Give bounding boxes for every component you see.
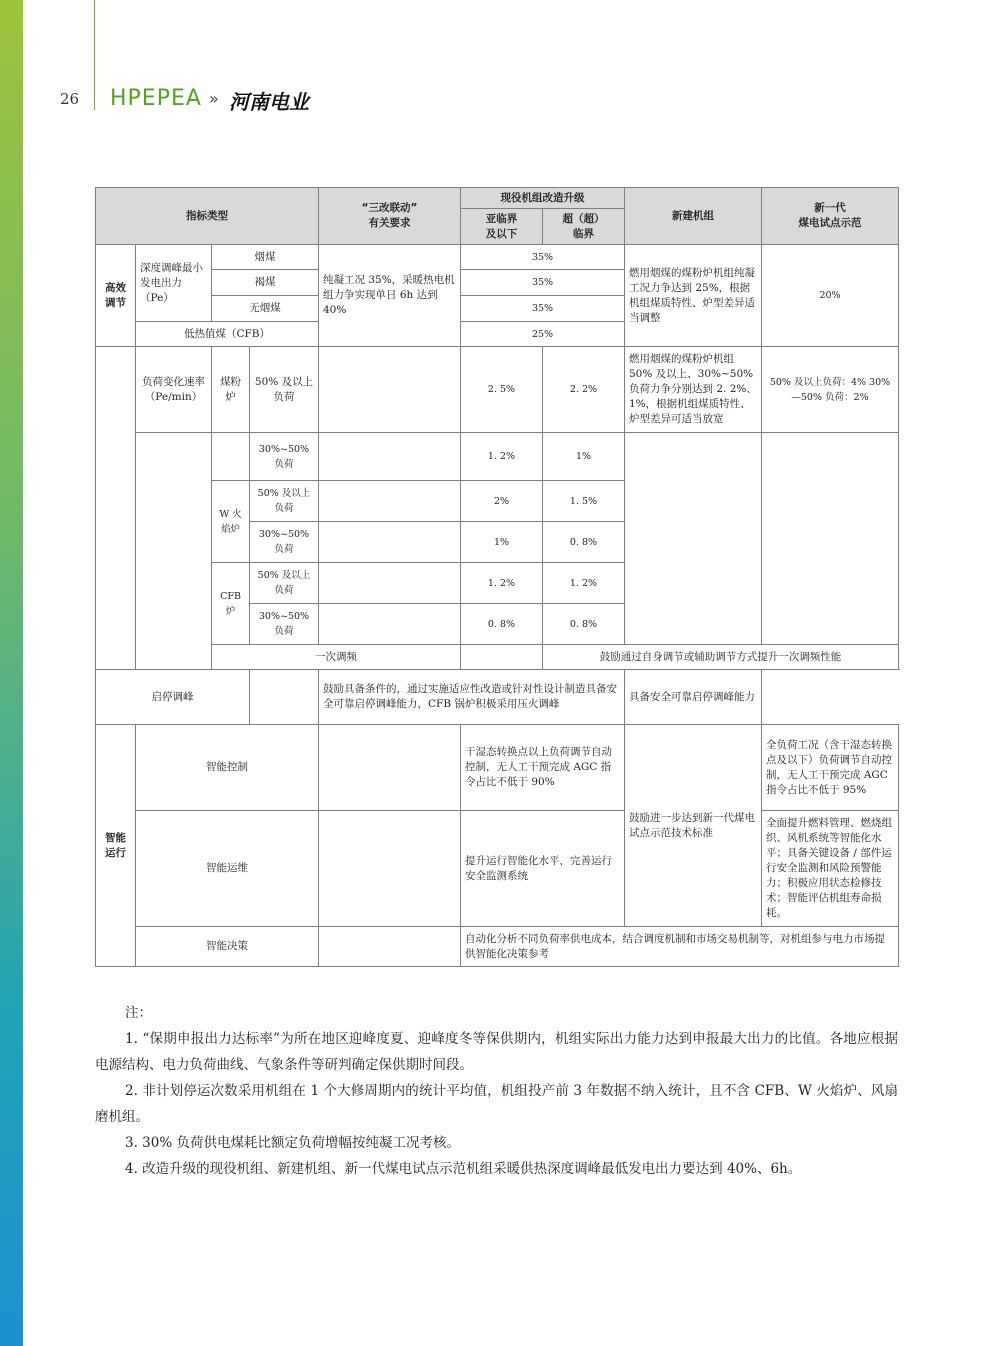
cfb-30-sub: 0. 8% [461, 604, 543, 645]
start-stop-three-reform [250, 670, 319, 725]
boiler-demo-empty [762, 433, 899, 645]
pc-50-super: 2. 2% [543, 347, 625, 433]
value-anthracite: 35% [461, 296, 625, 322]
deep-peak-new-units: 燃用烟煤的煤粉炉机组纯凝工况力争达到 25%，根据机组煤质特性、炉型差异适当调整 [625, 245, 762, 347]
w-30-three-reform [319, 522, 461, 563]
indicator-table [95, 187, 899, 967]
load-rate-three-reform [319, 347, 461, 433]
logo-chinese-text: 河南电业 [229, 90, 309, 114]
w-load-50: 50% 及以上负荷 [250, 481, 319, 522]
notes-title: 注： [125, 1005, 152, 1021]
value-lignite: 35% [461, 270, 625, 296]
w-load-30: 30%~50% 负荷 [250, 522, 319, 563]
smart-om-three-reform [319, 811, 461, 927]
header-subcritical-line1: 亚临界 [485, 212, 518, 225]
coal-anthracite: 无烟煤 [212, 296, 319, 322]
load-rate-demo: 50% 及以上负荷：4% 30%—50% 负荷：2% [762, 347, 899, 433]
start-stop-demo: 具备安全可靠启停调峰能力 [625, 670, 762, 725]
smart-om-label: 智能运维 [136, 811, 319, 927]
smart-om-demo: 全面提升燃料管理、燃烧组织、风机系统等智能化水平；具备关键设备 / 部件运行安全监测和风险预警能力；积极应用状态检修技术；智能评估机组寿命损耗。 [762, 811, 899, 927]
pc-boiler: 煤粉炉 [212, 347, 250, 433]
load-rate-label: 负荷变化速率（Pe/min） [136, 347, 212, 433]
load-rate-new-units: 燃用烟煤的煤粉炉机组 50% 及以上、30%~50% 负荷力争分别达到 2. 2%、1%，根据机组煤质特性、炉型差异可适当放宽 [625, 347, 762, 433]
deep-peak-three-reform: 纯凝工况 35%，采暖热电机组力争实现单日 6h 达到 40% [319, 245, 461, 347]
w-50-super: 1. 5% [543, 481, 625, 522]
pc-30-super: 1% [543, 433, 625, 481]
start-stop-req: 鼓励具备条件的，通过实施适应性改造或针对性设计制造具备安全可靠启停调峰能力，CFB 锅炉积极采用压火调峰 [319, 670, 625, 725]
pc-load-30: 30%~50% 负荷 [250, 433, 319, 481]
coal-low-heat: 低热值煤（CFB） [136, 322, 319, 347]
cfb-30-super: 0. 8% [543, 604, 625, 645]
group-smart-line2: 运行 [105, 846, 126, 859]
pc-load-50: 50% 及以上负荷 [250, 347, 319, 433]
coal-bituminous: 烟煤 [212, 245, 319, 270]
w-50-sub: 2% [461, 481, 543, 522]
header-demo [762, 188, 899, 245]
cfb-load-30: 30%~50% 负荷 [250, 604, 319, 645]
group-efficient-line1: 高效 [105, 281, 126, 294]
header-supercritical-line2: 临界 [573, 227, 594, 240]
smart-control-demo: 全负荷工况（含干湿态转换点及以下）负荷调节自动控制，无人工干预完成 AGC 指令占比不低于 95% [762, 725, 899, 811]
cfb-50-sub: 1. 2% [461, 563, 543, 604]
group-smart [96, 725, 136, 967]
smart-decision-label: 智能决策 [136, 927, 319, 967]
pc-30-sub: 1. 2% [461, 433, 543, 481]
deep-peak-label: 深度调峰最小发电出力（Pe） [136, 245, 212, 322]
coal-lignite: 褐煤 [212, 270, 319, 296]
primary-freq-three-reform [461, 645, 543, 670]
page-number: 26 [60, 90, 80, 108]
header-new-units: 新建机组 [625, 188, 762, 245]
header-three-reform-line2: 有关要求 [368, 217, 411, 229]
note-item-3: 3. 30% 负荷供电煤耗比额定负荷增幅按纯凝工况考核。 [125, 1135, 460, 1151]
header-supercritical-line1: 超（超） [562, 212, 605, 225]
logo-latin-text: HPEPEA [110, 86, 202, 111]
header-subcritical-line2: 及以下 [485, 227, 518, 240]
cfb-load-50: 50% 及以上负荷 [250, 563, 319, 604]
cfb-30-three-reform [319, 604, 461, 645]
deep-peak-demo: 20% [762, 245, 899, 347]
pc-boiler-cont [212, 433, 250, 481]
primary-freq-label: 一次调频 [212, 645, 461, 670]
cfb-50-super: 1. 2% [543, 563, 625, 604]
header-subcritical [461, 209, 543, 245]
note-item-2: 2. 非计划停运次数采用机组在 1 个大修周期内的统计平均值，机组投产前 3 年数据不纳入统计，且不含 CFB、W 火焰炉、风扇磨机组。 [95, 1083, 898, 1125]
header-demo-line2: 煤电试点示范 [798, 217, 862, 229]
header-three-reform [319, 188, 461, 245]
w-boiler: W 火焰炉 [212, 481, 250, 563]
pc-30-three-reform [319, 433, 461, 481]
boiler-new-units-empty [625, 433, 762, 645]
note-item-1: 1. “保期申报出力达标率”为所在地区迎峰度夏、迎峰度冬等保供期内，机组实际出力能力达到申报最大出力的比值。各地应根据电源结构、电力负荷曲线、气象条件等研判确定保供期时间段。 [95, 1031, 898, 1073]
w-50-three-reform [319, 481, 461, 522]
cfb-50-three-reform [319, 563, 461, 604]
header-demo-line1: 新一代 [814, 202, 846, 214]
smart-control-req: 干湿态转换点以上负荷调节自动控制，无人工干预完成 AGC 指令占比不低于 90% [461, 725, 625, 811]
primary-freq-req: 鼓励通过自身调节或辅助调节方式提升一次调频性能 [543, 645, 899, 670]
double-chevron-icon: » [209, 89, 219, 108]
smart-control-label: 智能控制 [136, 725, 319, 811]
value-bituminous: 35% [461, 245, 625, 270]
smart-control-three-reform [319, 725, 461, 811]
w-30-sub: 1% [461, 522, 543, 563]
group-smart-line1: 智能 [105, 831, 126, 844]
note-item-4: 4. 改造升级的现役机组、新建机组、新一代煤电试点示范机组采暖供热深度调峰最低发电出力要达到 40%、6h。 [125, 1161, 802, 1177]
load-rate-label-cont [136, 433, 212, 670]
pc-50-sub: 2. 5% [461, 347, 543, 433]
w-30-super: 0. 8% [543, 522, 625, 563]
group-efficient-line2: 调节 [105, 296, 126, 309]
header-existing-units: 现役机组改造升级 [461, 188, 625, 209]
value-low-heat: 25% [461, 322, 625, 347]
group-efficient [96, 245, 136, 347]
smart-new-units: 鼓励进一步达到新一代煤电试点示范技术标准 [625, 725, 762, 927]
side-color-bar [0, 0, 23, 1346]
header-three-reform-line1: “三改联动” [361, 202, 418, 214]
smart-decision-req: 自动化分析不同负荷率供电成本，结合调度机制和市场交易机制等，对机组参与电力市场提供智能化决策参考 [461, 927, 899, 967]
smart-decision-three-reform [319, 927, 461, 967]
header-indicator-type: 指标类型 [96, 188, 319, 245]
cfb-boiler: CFB 炉 [212, 563, 250, 645]
group-efficient-cont [96, 347, 136, 670]
notes-section [95, 1000, 898, 1182]
header-supercritical [543, 209, 625, 245]
header-divider [94, 0, 95, 110]
start-stop-label: 启停调峰 [96, 670, 250, 725]
smart-om-req: 提升运行智能化水平，完善运行安全监测系统 [461, 811, 625, 927]
